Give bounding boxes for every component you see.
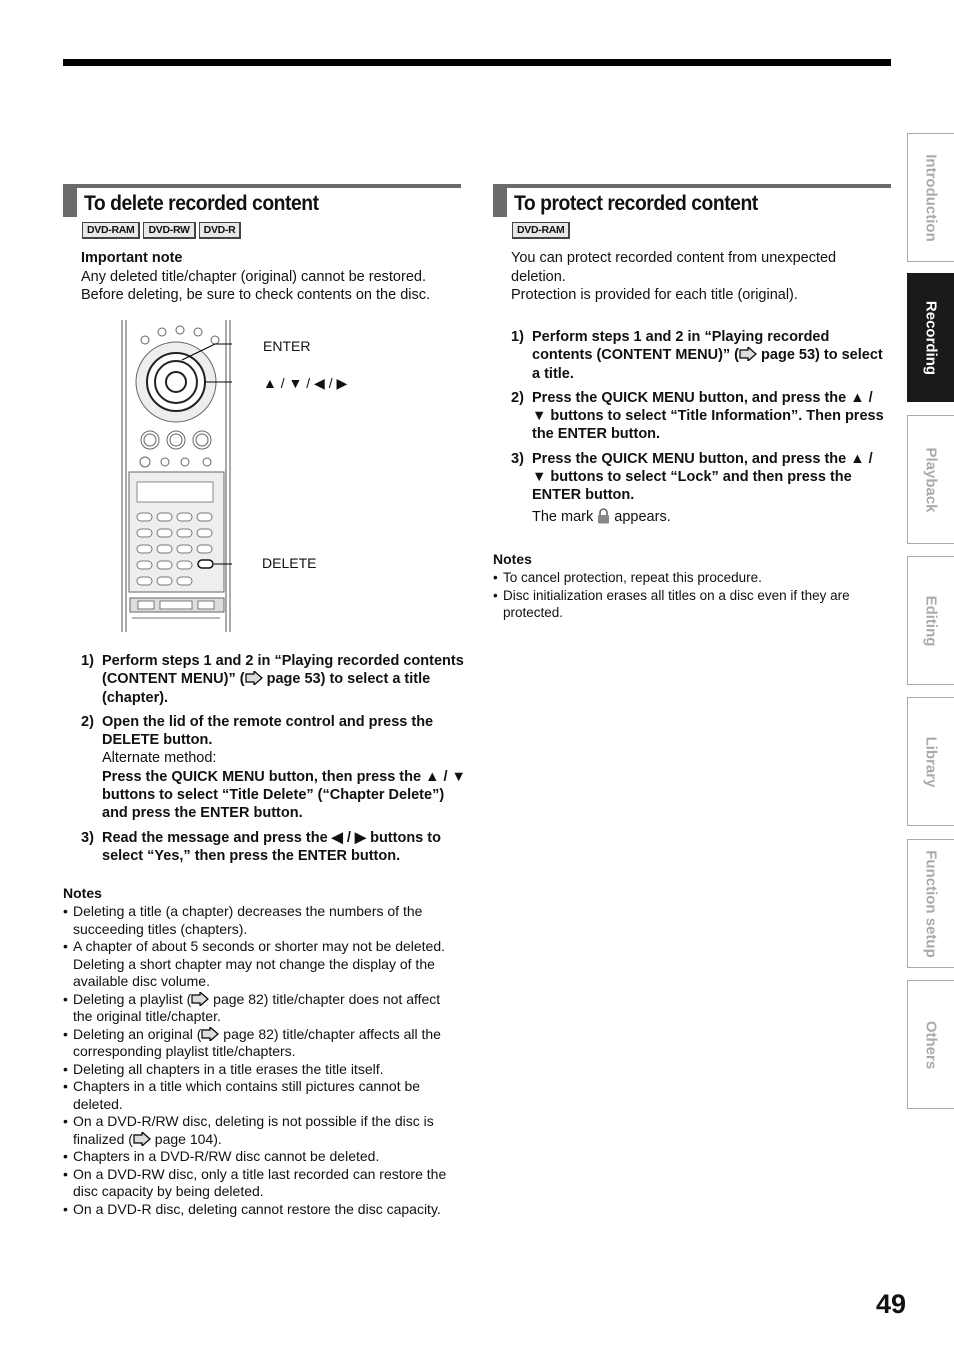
note-text: Deleting a playlist ( bbox=[73, 990, 192, 1007]
header-bar bbox=[63, 188, 77, 217]
section-header-protect bbox=[493, 184, 891, 217]
tab-function-setup[interactable] bbox=[907, 839, 954, 968]
step-text: Press the QUICK MENU button, and press the ▲ / ▼ buttons to select “Lock” and then press the ENTER button. bbox=[532, 450, 873, 504]
important-line: Any deleted title/chapter (original) cannot be restored. bbox=[81, 269, 426, 285]
tab-label: Recording bbox=[922, 300, 940, 375]
step-text: page 53) to select a title. bbox=[532, 347, 883, 382]
notes-title: Notes bbox=[63, 885, 102, 901]
step-text: Press the QUICK MENU button, and press the ▲ / ▼ buttons to select “Title Information”. Then press the ENTER button. bbox=[532, 389, 884, 443]
protect-notes bbox=[493, 569, 888, 622]
page-reference-icon bbox=[201, 1027, 219, 1041]
note-item bbox=[63, 1113, 463, 1148]
header-bar bbox=[493, 188, 507, 217]
note-item: • Deleting all chapters in a title erases the title itself. bbox=[63, 1061, 463, 1079]
note-text: page 82) title/chapter affects all the corresponding playlist title/chapters. bbox=[73, 1025, 441, 1059]
important-line: Before deleting, be sure to check contents on the disc. bbox=[81, 287, 431, 303]
step-item bbox=[511, 389, 891, 444]
step-number: 1) bbox=[81, 653, 94, 669]
important-title: Important note bbox=[81, 250, 183, 266]
callout-arrows: ▲ / ▼ / ◀ / ▶ bbox=[263, 375, 348, 391]
step-text: appears. bbox=[610, 508, 671, 525]
section-header-delete bbox=[63, 184, 461, 217]
intro-text: Protection is provided for each title (original). bbox=[511, 287, 798, 303]
page-reference-icon bbox=[245, 671, 263, 685]
page-reference-icon bbox=[133, 1132, 151, 1146]
note-item: • On a DVD-R disc, deleting cannot restore the disc capacity. bbox=[63, 1201, 463, 1219]
note-item: • On a DVD-RW disc, only a title last recorded can restore the disc capacity by being deleted. bbox=[63, 1166, 463, 1201]
note-text: On a DVD-R/RW disc, deleting is not possible if the disc is finalized ( bbox=[73, 1113, 434, 1147]
note-text: page 104). bbox=[150, 1130, 222, 1147]
badge-dvd-rw: DVD-RW bbox=[143, 222, 195, 239]
tab-label: Introduction bbox=[922, 153, 940, 242]
step-number: 3) bbox=[511, 450, 524, 467]
callout-enter: ENTER bbox=[263, 338, 311, 354]
tab-library[interactable] bbox=[907, 697, 954, 826]
note-item: • A chapter of about 5 seconds or shorter may not be deleted. Deleting a short chapter may not change the display of the available disc volume. bbox=[63, 938, 463, 991]
protect-steps bbox=[511, 328, 891, 532]
step-text: The mark bbox=[532, 508, 598, 525]
step-item bbox=[511, 328, 891, 383]
tab-label: Function setup bbox=[922, 849, 940, 958]
section-title: To protect recorded content bbox=[514, 192, 758, 215]
tab-playback[interactable] bbox=[907, 415, 954, 544]
tab-recording[interactable] bbox=[907, 273, 954, 402]
badge-dvd-r: DVD-R bbox=[199, 222, 242, 239]
tab-editing[interactable] bbox=[907, 556, 954, 685]
lock-icon bbox=[597, 508, 610, 524]
badge-dvd-ram: DVD-RAM bbox=[512, 222, 570, 239]
note-item bbox=[63, 1026, 463, 1061]
note-item: • To cancel protection, repeat this procedure. bbox=[493, 569, 888, 587]
step-item bbox=[81, 829, 466, 866]
tab-introduction[interactable] bbox=[907, 133, 954, 262]
page-reference-icon bbox=[739, 347, 757, 361]
tab-label: Others bbox=[922, 1020, 940, 1069]
note-item: • Chapters in a DVD-R/RW disc cannot be deleted. bbox=[63, 1148, 463, 1166]
lock-mark-line bbox=[532, 508, 671, 526]
delete-steps bbox=[81, 652, 466, 871]
step-text: page 53) to select a title (chapter). bbox=[102, 671, 431, 706]
step-text: Perform steps 1 and 2 in “Playing recorded contents (CONTENT MENU)” ( bbox=[102, 653, 464, 688]
step-item bbox=[81, 713, 466, 823]
page-number: 49 bbox=[875, 1289, 906, 1319]
note-item bbox=[63, 991, 463, 1026]
note-text: page 82) title/chapter does not affect the original title/chapter. bbox=[73, 990, 441, 1024]
intro-text: You can protect recorded content from unexpected deletion. bbox=[511, 250, 837, 285]
tab-others[interactable] bbox=[907, 980, 954, 1109]
step-text: Press the QUICK MENU button, then press the ▲ / ▼ buttons to select “Title Delete” (“Chapter Delete”) and press the ENTER button. bbox=[102, 768, 466, 822]
note-item: • Chapters in a title which contains still pictures cannot be deleted. bbox=[63, 1078, 463, 1113]
step-text: Open the lid of the remote control and press the DELETE button. bbox=[102, 713, 434, 749]
step-item bbox=[81, 652, 466, 707]
delete-notes bbox=[63, 903, 463, 1218]
notes-title: Notes bbox=[493, 551, 532, 567]
section-title: To delete recorded content bbox=[84, 192, 319, 215]
page-reference-icon bbox=[191, 992, 209, 1006]
step-item bbox=[511, 450, 891, 526]
tab-label: Playback bbox=[922, 446, 940, 513]
tab-label: Editing bbox=[922, 595, 940, 646]
disc-badges bbox=[512, 222, 570, 239]
step-number: 1) bbox=[511, 329, 524, 345]
note-item: • Deleting a title (a chapter) decreases the numbers of the succeeding titles (chapters). bbox=[63, 903, 463, 938]
badge-dvd-ram: DVD-RAM bbox=[82, 222, 140, 239]
step-number: 2) bbox=[81, 713, 94, 730]
step-text: Perform steps 1 and 2 in “Playing recorded contents (CONTENT MENU)” ( bbox=[532, 329, 830, 364]
tab-label: Library bbox=[922, 736, 940, 787]
note-item: • Disc initialization erases all titles on a disc even if they are protected. bbox=[493, 587, 888, 622]
remote-control-illustration bbox=[120, 320, 232, 632]
top-rule bbox=[63, 59, 891, 66]
alternate-method-label: Alternate method: bbox=[102, 750, 217, 767]
callout-delete: DELETE bbox=[262, 555, 317, 571]
note-text: Deleting an original ( bbox=[73, 1025, 202, 1042]
step-number: 2) bbox=[511, 389, 524, 406]
step-text: Read the message and press the ◀ / ▶ buttons to select “Yes,” then press the ENTER button. bbox=[102, 829, 441, 864]
step-number: 3) bbox=[81, 829, 94, 846]
disc-badges bbox=[82, 222, 241, 239]
